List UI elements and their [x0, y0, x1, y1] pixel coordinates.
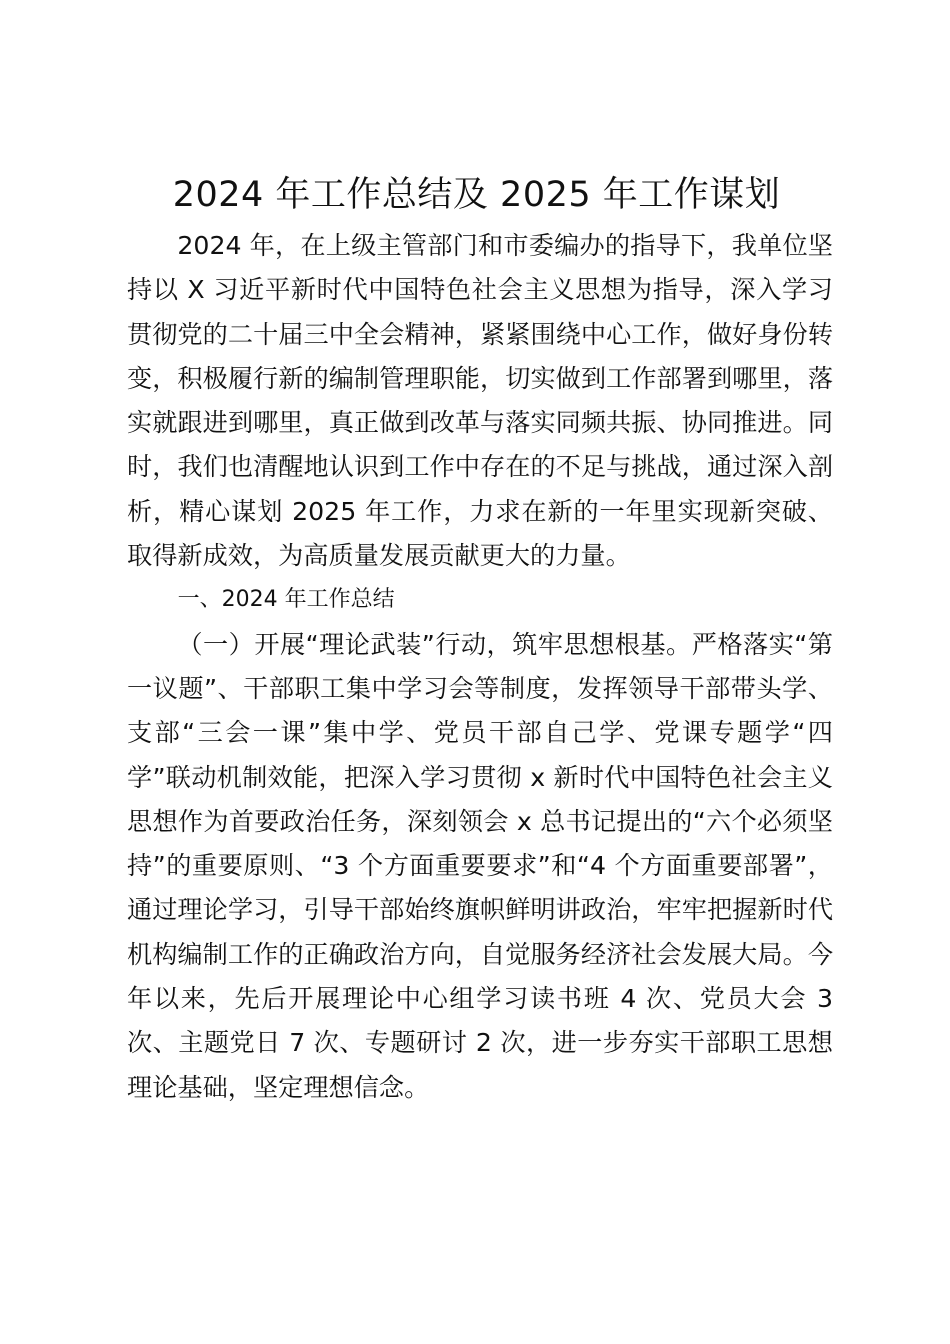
section-paragraph: （一）开展“理论武装”行动，筑牢思想根基。严格落实“第一议题”、干部职工集中学习会等制度，发挥领导干部带头学、支部“三会一课”集中学、党员干部自己学、党课专题学“四学”联动机制效能，把深入学习贯彻 x 新时代中国特色社会主义思想作为首要政治任务，深刻领会 x 总书记提出的“六个必须坚持”的重要原则、“3 个方面重要要求”和“4 个方面重要部署”，通过理论学习，引导干部始终旗帜鲜明讲政治，牢牢把握新时代机构编制工作的正确政治方向，自觉服务经济社会发展大局。今年以来，先后开展理论中心组学习读书班 4 次、党员大会 3 次、主题党日 7 次、专题研讨 2 次，进一步夯实干部职工思想理论基础，坚定理想信念。 — [127, 629, 833, 1102]
intro-paragraph: 2024 年，在上级主管部门和市委编办的指导下，我单位坚持以 X 习近平新时代中国特色社会主义思想为指导，深入学习贯彻党的二十届三中全会精神，紧紧围绕中心工作，做好身份转变，积极履行新的编制管理职能，切实做到工作部署到哪里，落实就跟进到哪里，真正做到改革与落实同频共振、协同推进。同时，我们也清醒地认识到工作中存在的不足与挑战，通过深入剖析，精心谋划 2025 年工作，力求在新的一年里实现新突破、取得新成效，为高质量发展贡献更大的力量。 — [127, 231, 833, 571]
document-title: 2024 年工作总结及 2025 年工作谋划 — [172, 175, 781, 215]
document-page — [127, 170, 833, 1110]
section-heading: 一、2024 年工作总结 — [177, 587, 395, 613]
